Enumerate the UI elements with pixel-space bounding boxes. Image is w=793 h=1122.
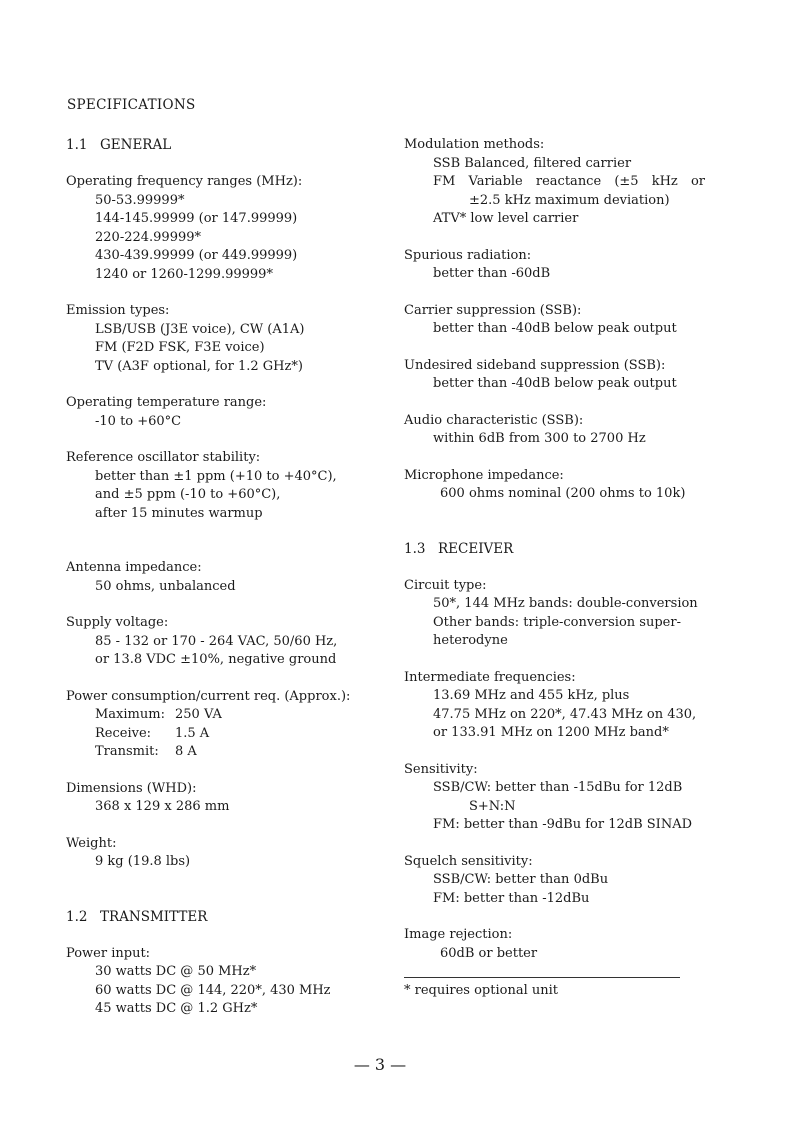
spec-microphone-impedance: [404, 467, 724, 504]
footnote-divider: [404, 977, 680, 978]
spec-value: 60dB or better: [440, 945, 538, 961]
spec-power-consumption: [66, 688, 376, 762]
spec-value: better than -40dB below peak output: [433, 321, 677, 336]
spec-value: 368 x 129 x 286 mm: [95, 799, 230, 814]
section-heading-general: [66, 136, 376, 155]
spec-label: Operating temperature range:: [66, 395, 267, 410]
spec-value: 50-53.99999*: [95, 192, 185, 208]
spec-label: Carrier suppression (SSB):: [404, 302, 582, 318]
spec-label: Intermediate frequencies:: [404, 669, 576, 685]
spec-label: Modulation methods:: [404, 137, 545, 152]
spec-value: better than -40dB below peak output: [433, 376, 677, 391]
spec-label: Microphone impedance:: [404, 467, 564, 483]
spec-label: Audio characteristic (SSB):: [404, 412, 584, 428]
page-title: SPECIFICATIONS: [67, 97, 196, 113]
power-row-key: Maximum:: [95, 707, 165, 722]
spec-supply-voltage: [66, 614, 376, 670]
spec-value: 50*, 144 MHz bands: double-conversion: [433, 596, 698, 611]
spec-value: 30 watts DC @ 50 MHz*: [95, 964, 257, 979]
spec-label: Spurious radiation:: [404, 247, 532, 263]
spec-value: 13.69 MHz and 455 kHz, plus: [433, 688, 630, 703]
spec-intermediate-frequencies: [404, 669, 724, 743]
spec-modulation-methods: [404, 136, 724, 229]
spec-value: SSB Balanced, filtered carrier: [433, 155, 632, 171]
spec-antenna-impedance: [66, 559, 376, 596]
section-heading-receiver: [404, 540, 724, 559]
spec-label: Power consumption/current req. (Approx.):: [66, 688, 351, 704]
spec-dimensions: [66, 780, 376, 817]
spec-frequency-ranges: [66, 173, 376, 284]
spec-value: SSB/CW: better than -15dBu for 12dB: [433, 780, 683, 795]
power-row-value: 250 VA: [175, 707, 222, 722]
spec-audio-characteristic: [404, 412, 724, 449]
spec-label: Image rejection:: [404, 927, 513, 942]
spec-sensitivity: [404, 761, 724, 835]
spec-value: LSB/USB (J3E voice), CW (A1A): [95, 321, 305, 337]
spec-value: S+N:N: [469, 798, 516, 814]
spec-temperature: [66, 394, 376, 431]
spec-value: 430-439.99999 (or 449.99999): [95, 248, 298, 263]
spec-value: or 13.8 VDC ±10%, negative ground: [95, 652, 337, 667]
spec-image-rejection: [404, 926, 724, 963]
power-row: [66, 743, 376, 762]
spec-value: within 6dB from 300 to 2700 Hz: [433, 431, 646, 446]
power-row: [66, 725, 376, 744]
spec-label: Power input:: [66, 945, 151, 961]
footnote: * requires optional unit: [404, 983, 559, 998]
power-row: [66, 706, 376, 725]
spec-label: Operating frequency ranges (MHz):: [66, 174, 303, 189]
spec-value: 220-224.99999*: [95, 229, 202, 245]
spec-label: Sensitivity:: [404, 761, 478, 777]
spec-value: 600 ohms nominal (200 ohms to 10k): [440, 486, 686, 501]
left-column: [66, 136, 376, 1037]
spec-label: Emission types:: [66, 303, 170, 318]
spec-value: 85 - 132 or 170 - 264 VAC, 50/60 Hz,: [95, 633, 338, 649]
spec-value: FM (F2D FSK, F3E voice): [95, 340, 265, 355]
spec-carrier-suppression: [404, 302, 724, 339]
spec-circuit-type: [404, 577, 724, 651]
section-number: 1.1: [66, 137, 88, 153]
spec-value: 9 kg (19.8 lbs): [95, 854, 191, 869]
spec-weight: [66, 835, 376, 872]
right-column: [404, 136, 724, 1001]
section-number: 1.2: [66, 908, 88, 925]
spec-spurious-radiation: [404, 247, 724, 284]
power-row-value: 1.5 A: [175, 725, 210, 741]
spec-emission-types: [66, 302, 376, 376]
spec-value: heterodyne: [433, 633, 508, 648]
spec-value: -10 to +60°C: [95, 413, 182, 429]
spec-label: Undesired sideband suppression (SSB):: [404, 357, 666, 373]
section-heading-transmitter: [66, 908, 376, 927]
spec-value: after 15 minutes warmup: [95, 505, 263, 521]
spec-value: ±2.5 kHz maximum deviation): [469, 192, 670, 208]
spec-value: 1240 or 1260-1299.99999*: [95, 266, 273, 282]
spec-value: FM: better than -12dBu: [433, 890, 590, 906]
spec-label: Circuit type:: [404, 577, 487, 593]
spec-value: 60 watts DC @ 144, 220*, 430 MHz: [95, 982, 331, 998]
spec-value: 50 ohms, unbalanced: [95, 578, 236, 594]
power-row-key: Transmit:: [95, 744, 159, 759]
spec-sideband-suppression: [404, 357, 724, 394]
spec-value: FM Variable reactance (±5 kHz or: [433, 174, 705, 189]
section-number: 1.3: [404, 540, 426, 557]
spec-value: better than -60dB: [433, 266, 551, 281]
spec-label: Reference oscillator stability:: [66, 450, 261, 465]
spec-value: TV (A3F optional, for 1.2 GHz*): [95, 358, 303, 374]
spec-value: and ±5 ppm (-10 to +60°C),: [95, 487, 281, 502]
spec-value: 144-145.99999 (or 147.99999): [95, 211, 298, 226]
power-row-value: 8 A: [175, 744, 197, 759]
spec-value: Other bands: triple-conversion super-: [433, 614, 681, 630]
spec-value: 47.75 MHz on 220*, 47.43 MHz on 430,: [433, 706, 697, 722]
spec-reference-oscillator: [66, 449, 376, 523]
spec-power-input: [66, 945, 376, 1019]
spec-value: FM: better than -9dBu for 12dB SINAD: [433, 817, 693, 832]
section-title: GENERAL: [100, 137, 172, 153]
spec-label: Supply voltage:: [66, 615, 169, 630]
spec-label: Squelch sensitivity:: [404, 853, 533, 869]
page-number: — 3 —: [353, 1055, 407, 1074]
spec-label: Dimensions (WHD):: [66, 780, 197, 796]
spec-label: Weight:: [66, 835, 117, 851]
spec-squelch-sensitivity: [404, 853, 724, 909]
spec-value: better than ±1 ppm (+10 to +40°C),: [95, 468, 337, 484]
power-row-key: Receive:: [95, 725, 152, 741]
spec-label: Antenna impedance:: [66, 560, 202, 575]
spec-value: SSB/CW: better than 0dBu: [433, 872, 609, 887]
section-title: RECEIVER: [438, 540, 514, 557]
spec-value: ATV* low level carrier: [433, 211, 579, 226]
spec-value: 45 watts DC @ 1.2 GHz*: [95, 1001, 258, 1016]
section-title: TRANSMITTER: [100, 908, 208, 925]
spec-value: or 133.91 MHz on 1200 MHz band*: [433, 725, 669, 740]
